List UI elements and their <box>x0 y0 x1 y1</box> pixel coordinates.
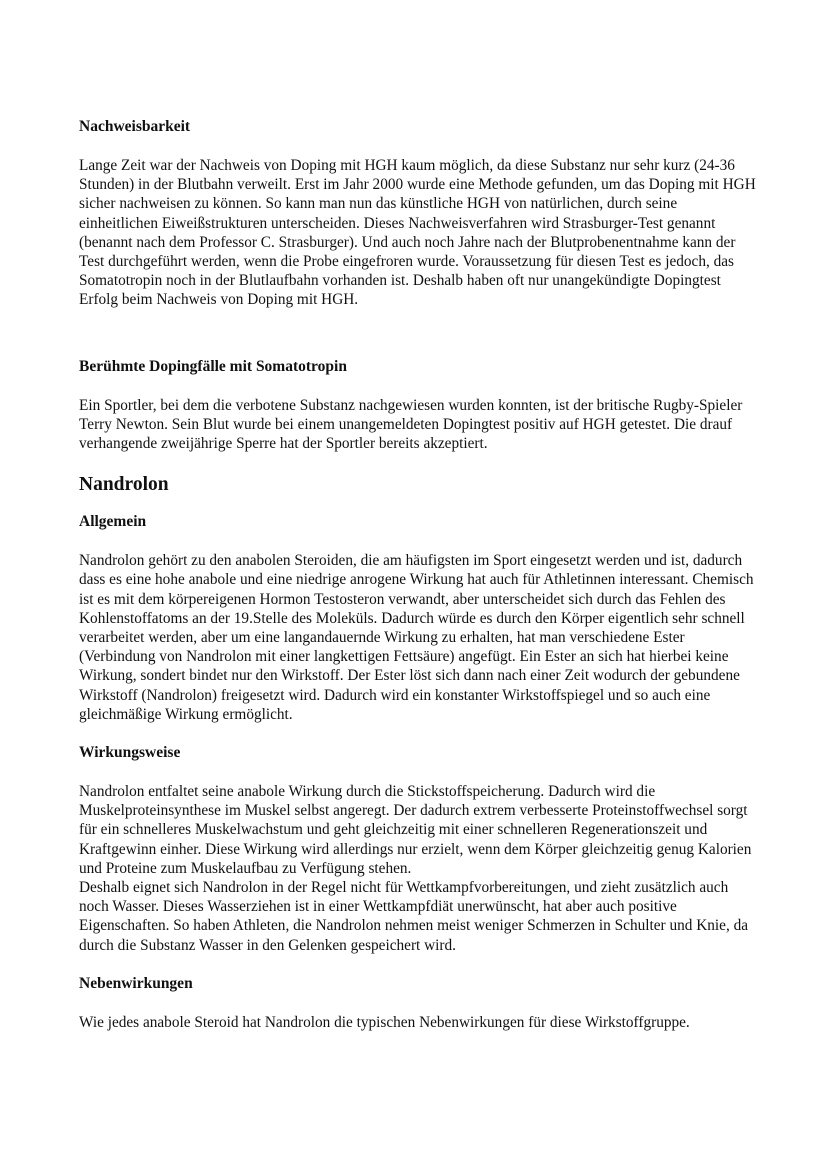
paragraph-nebenwirkungen: Wie jedes anabole Steroid hat Nandrolon die typischen Nebenwirkungen für diese Wirkstoffgruppe. <box>79 1013 690 1031</box>
paragraph-wirkungsweise-1: Nandrolon entfaltet seine anabole Wirkung durch die Stickstoffspeicherung. Dadurch wird die Muskelproteinsynthese im Muskel selbst angeregt. Der dadurch extrem verbesserte Proteinstoffwechsel sorgt für ein schnelleres Muskelwachstum und geht gleichzeitig mit einer schnelleren Regenerationszeit und Kraftgewinn einher. Diese Wirkung wird allerdings nur erzielt, wenn dem Körper gleichzeitig genug Kalorien und Proteine zum Muskelaufbau zu Verfügung stehen. <box>79 783 752 877</box>
heading-nebenwirkungen: Nebenwirkungen <box>79 974 193 992</box>
paragraph-wirkungsweise-2: Deshalb eignet sich Nandrolon in der Regel nicht für Wettkampfvorbereitungen, und zieht zusätzlich auch noch Wasser. Dieses Wasserziehen ist in einer Wettkampfdiät unerwünscht, hat aber auch positive Eigenschaften. So haben Athleten, die Nandrolon nehmen meist weniger Schmerzen in Schulter und Knie, da durch die Substanz Wasser in den Gelenken gespeichert wird. <box>79 879 749 954</box>
heading-dopingfaelle: Berühmte Dopingfälle mit Somatotropin <box>79 357 347 375</box>
heading-wirkungsweise: Wirkungsweise <box>79 744 181 762</box>
heading-allgemein: Allgemein <box>79 513 147 531</box>
document-page <box>79 117 759 1032</box>
heading-nandrolon: Nandrolon <box>79 474 169 496</box>
paragraph-nachweisbarkeit: Lange Zeit war der Nachweis von Doping mit HGH kaum möglich, da diese Substanz nur sehr kurz (24-36 Stunden) in der Blutbahn verweilt. Erst im Jahr 2000 wurde eine Methode gefunden, um das Doping mit HGH sicher nachweisen zu können. So kann man nun das künstliche HGH von natürlichen, durch seine einheitlichen Eiweißstrukturen unterscheiden. Dieses Nachweisverfahren wird Strasburger-Test genannt (benannt nach dem Professor C. Strasburger). Und auch noch Jahre nach der Blutprobenentnahme kann der Test durchgeführt werden, wenn die Probe eingefroren wurde. Voraussetzung für diesen Test es jedoch, das Somatotropin noch in der Blutlaufbahn vorhanden ist. Deshalb haben oft nur unangekündigte Dopingtest Erfolg beim Nachweis von Doping mit HGH. <box>79 157 756 309</box>
paragraph-allgemein: Nandrolon gehört zu den anabolen Steroiden, die am häufigsten im Sport eingesetzt werden und ist, dadurch dass es eine hohe anabole und eine niedrige anrogene Wirkung hat auch für Athletinnen interessant. Chemisch ist es mit dem körpereigenen Hormon Testosteron verwandt, aber unterscheidet sich durch das Fehlen des Kohlenstoffatoms an der 19.Stelle des Moleküls. Dadurch würde es durch den Körper eigentlich sehr schnell verarbeitet werden, aber um eine langandauernde Wirkung zu erhalten, hat man verschiedene Ester (Verbindung von Nandrolon mit einer langkettigen Fettsäure) angefügt. Ein Ester an sich hat hierbei keine Wirkung, sondert bindet nur den Wirkstoff. Der Ester löst sich dann nach einer Zeit wodurch der gebundene Wirkstoff (Nandrolon) freigesetzt wird. Dadurch wird ein konstanter Wirkstoffspiegel und so auch eine gleichmäßige Wirkung ermöglicht. <box>79 552 754 723</box>
heading-nachweisbarkeit: Nachweisbarkeit <box>79 118 191 135</box>
paragraph-dopingfaelle: Ein Sportler, bei dem die verbotene Substanz nachgewiesen wurden konnten, ist der britische Rugby-Spieler Terry Newton. Sein Blut wurde bei einem unangemeldeten Dopingtest positiv auf HGH getestet. Die drauf verhangende zweijährige Sperre hat der Sportler bereits akzeptiert. <box>79 396 743 453</box>
